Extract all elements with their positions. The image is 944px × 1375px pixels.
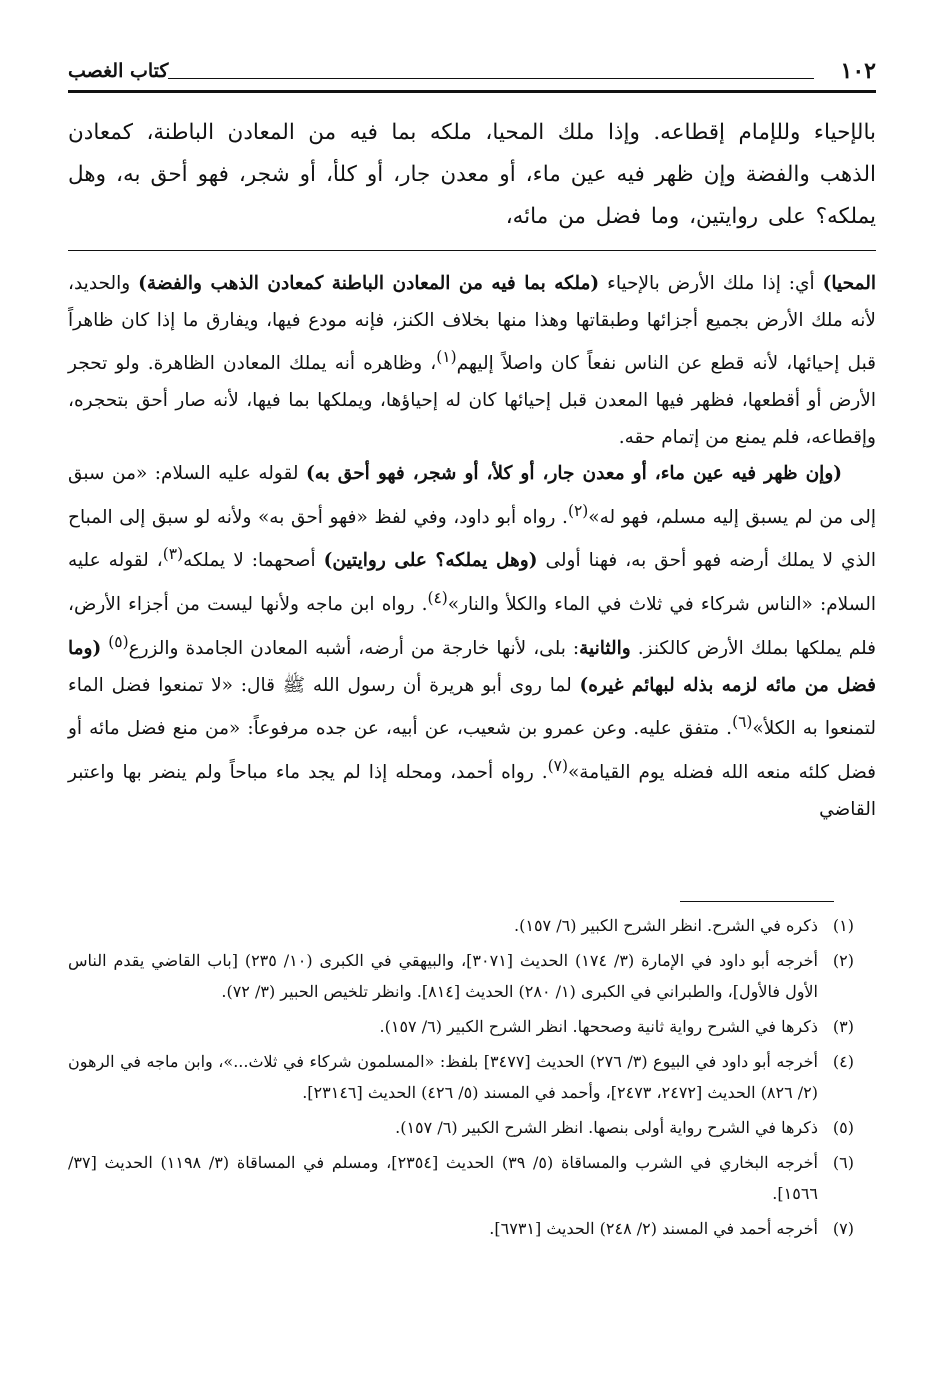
footnote-item	[68, 1046, 854, 1108]
footnote-text: أخرجه البخاري في الشرب والمساقاة (٥/ ٣٩) الحديث [٢٣٥٤]، ومسلم في المساقاة (٣/ ١١٩٨) الحديث [٣٧/ ١٥٦٦].	[68, 1153, 818, 1203]
quoted-matn: (وما فضل من مائه لزمه بذله لبهائم غيره)	[68, 638, 876, 696]
footnote-number: (٣)	[832, 1017, 854, 1036]
commentary-text: والحديد، لأنه ملك الأرض بجميع أجزائها وطبقاتها وهذا منها بخلاف الكنز، فإنه مودع فيها، ويفارق ما إذا كان ظاهراً قبل إحيائها، لأنه قطع عن الناس نفعاً كان واصلاً إليهم	[68, 273, 876, 375]
footnote-item	[68, 1147, 854, 1209]
footnote-ref[interactable]: (٢)	[567, 501, 589, 520]
footnote-text: أخرجه أحمد في المسند (٢/ ٢٤٨) الحديث [٦٧٣١].	[489, 1219, 818, 1238]
footnote-number: (٢)	[832, 951, 854, 970]
quoted-matn: (وهل يملكه؟ على روايتين)	[323, 550, 538, 572]
quoted-matn: والثانية	[579, 638, 631, 660]
commentary-text: . رواه أحمد، ومحله إذا لم يجد ماء مباحاً ولم ينضر بها واعتبر القاضي	[68, 762, 876, 820]
commentary-paragraph	[68, 266, 876, 456]
footnote-ref[interactable]: (٦)	[732, 713, 753, 732]
footnote-text: ذكره في الشرح. انظر الشرح الكبير (٦/ ١٥٧).	[514, 916, 818, 935]
header-underline	[68, 90, 876, 93]
footnote-ref[interactable]: (١)	[436, 348, 457, 367]
commentary-paragraph	[68, 456, 876, 828]
footnote-text: أخرجه أبو داود في البيوع (٣/ ٢٧٦) الحديث [٣٤٧٧] بلفظ: «المسلمون شركاء في ثلاث...»، وابن ماجه في الرهون (٢/ ٨٢٦) الحديث [٢٤٧٢، ٢٤٧٣]، وأحمد في المسند (٥/ ٤٢٦) الحديث [٢٣١٤٦].	[68, 1052, 818, 1102]
commentary-text: ، وظاهره أنه يملك المعادن الظاهرة. ولو تحجر الأرض أو أقطعها، فظهر فيها المعدن قبل إحيائها كان له إحياؤها، ويملكها بما فيها، لأنه صار أحق بتحجره، وإقطاعه، فلم يمنع من إتمام حقه.	[68, 353, 876, 448]
commentary-text: لقوله عليه السلام: «من سبق إلى من لم يسبق إليه مسلم، فهو له»	[68, 463, 876, 528]
footnotes	[68, 910, 854, 1248]
commentary-text: لما روى أبو هريرة أن رسول الله ﷺ قال: «لا تمنعوا فضل الماء لتمنعوا به الكلأ»	[68, 674, 876, 740]
page-number: ١٠٢	[840, 58, 876, 84]
quoted-matn: (ملكه بما فيه من المعادن الباطنة كمعادن الذهب والفضة)	[138, 273, 600, 294]
commentary-text: . متفق عليه. وعن عمرو بن شعيب، عن أبيه، عن جده مرفوعاً: «من منع فضل مائه أو فضل كلئه منعه الله فضله يوم القيامة»	[68, 718, 876, 784]
footnote-item	[68, 1112, 854, 1143]
footnote-text: ذكرها في الشرح رواية أولى بنصها. انظر الشرح الكبير (٦/ ١٥٧).	[395, 1118, 818, 1137]
matn-separator	[68, 250, 876, 251]
footnote-item	[68, 1011, 854, 1042]
footnote-number: (٧)	[832, 1219, 854, 1238]
commentary-text: . رواه أبو داود، وفي لفظ «فهو أحق به» ولأنه لو سبق إلى المباح الذي لا يملك أرضه فهو أحق به، فهنا أولى	[68, 506, 876, 572]
header-rule	[168, 78, 814, 79]
commentary-text: أصحهما: لا يملكه	[183, 550, 324, 572]
footnote-ref[interactable]: (٧)	[547, 757, 568, 776]
footnote-separator	[680, 901, 834, 902]
commentary-text: . رواه ابن ماجه ولأنها ليست من أجزاء الأرض، فلم يملكها بملك الأرض كالكنز.	[68, 594, 876, 660]
footnote-text: ذكرها في الشرح رواية ثانية وصححها. انظر الشرح الكبير (٦/ ١٥٧).	[379, 1017, 818, 1036]
footnote-number: (٦)	[832, 1153, 854, 1172]
footnote-number: (٥)	[832, 1118, 854, 1137]
quoted-matn: المحيا)	[822, 273, 876, 294]
quoted-matn: (وإن ظهر فيه عين ماء، أو معدن جار، أو كلأ، أو شجر، فهو أحق به)	[305, 463, 842, 485]
commentary	[68, 266, 876, 828]
commentary-text: : بلى، لأنها خارجة من أرضه، أشبه المعادن الجامدة والزرع	[128, 638, 580, 660]
footnote-item	[68, 945, 854, 1007]
main-text: بالإحياء وللإمام إقطاعه. وإذا ملك المحيا، ملكه بما فيه من المعادن الباطنة، كمعادن الذهب والفضة وإن ظهر فيه عين ماء، أو معدن جار، أو كلأ، أو شجر، فهو أحق به، وهل يملكه؟ على روايتين، وما فضل من مائه،	[68, 120, 876, 229]
footnote-number: (١)	[832, 916, 854, 935]
running-header	[68, 58, 876, 92]
commentary-text: ، لقوله عليه السلام: «الناس شركاء في ثلاث في الماء والكلأ والنار»	[68, 550, 876, 616]
commentary-text: أي: إذا ملك الأرض بالإحياء	[599, 273, 823, 294]
footnote-item	[68, 1213, 854, 1244]
footnote-item	[68, 910, 854, 941]
footnote-ref[interactable]: (٣)	[162, 545, 184, 564]
book-title: كتاب الغصب	[68, 60, 169, 82]
footnote-text: أخرجه أبو داود في الإمارة (٣/ ١٧٤) الحديث [٣٠٧١]، والبيهقي في الكبرى (١٠/ ٢٣٥) [باب القاضي يقدم الناس الأول فالأول]، والطبراني في الكبرى (١/ ٢٨٠) الحديث [٨١٤]. وانظر تلخيص الحبير (٣/ ٧٢).	[68, 951, 819, 1001]
footnote-number: (٤)	[832, 1052, 854, 1071]
footnote-ref[interactable]: (٥)	[108, 632, 129, 651]
footnote-ref[interactable]: (٤)	[427, 589, 448, 608]
